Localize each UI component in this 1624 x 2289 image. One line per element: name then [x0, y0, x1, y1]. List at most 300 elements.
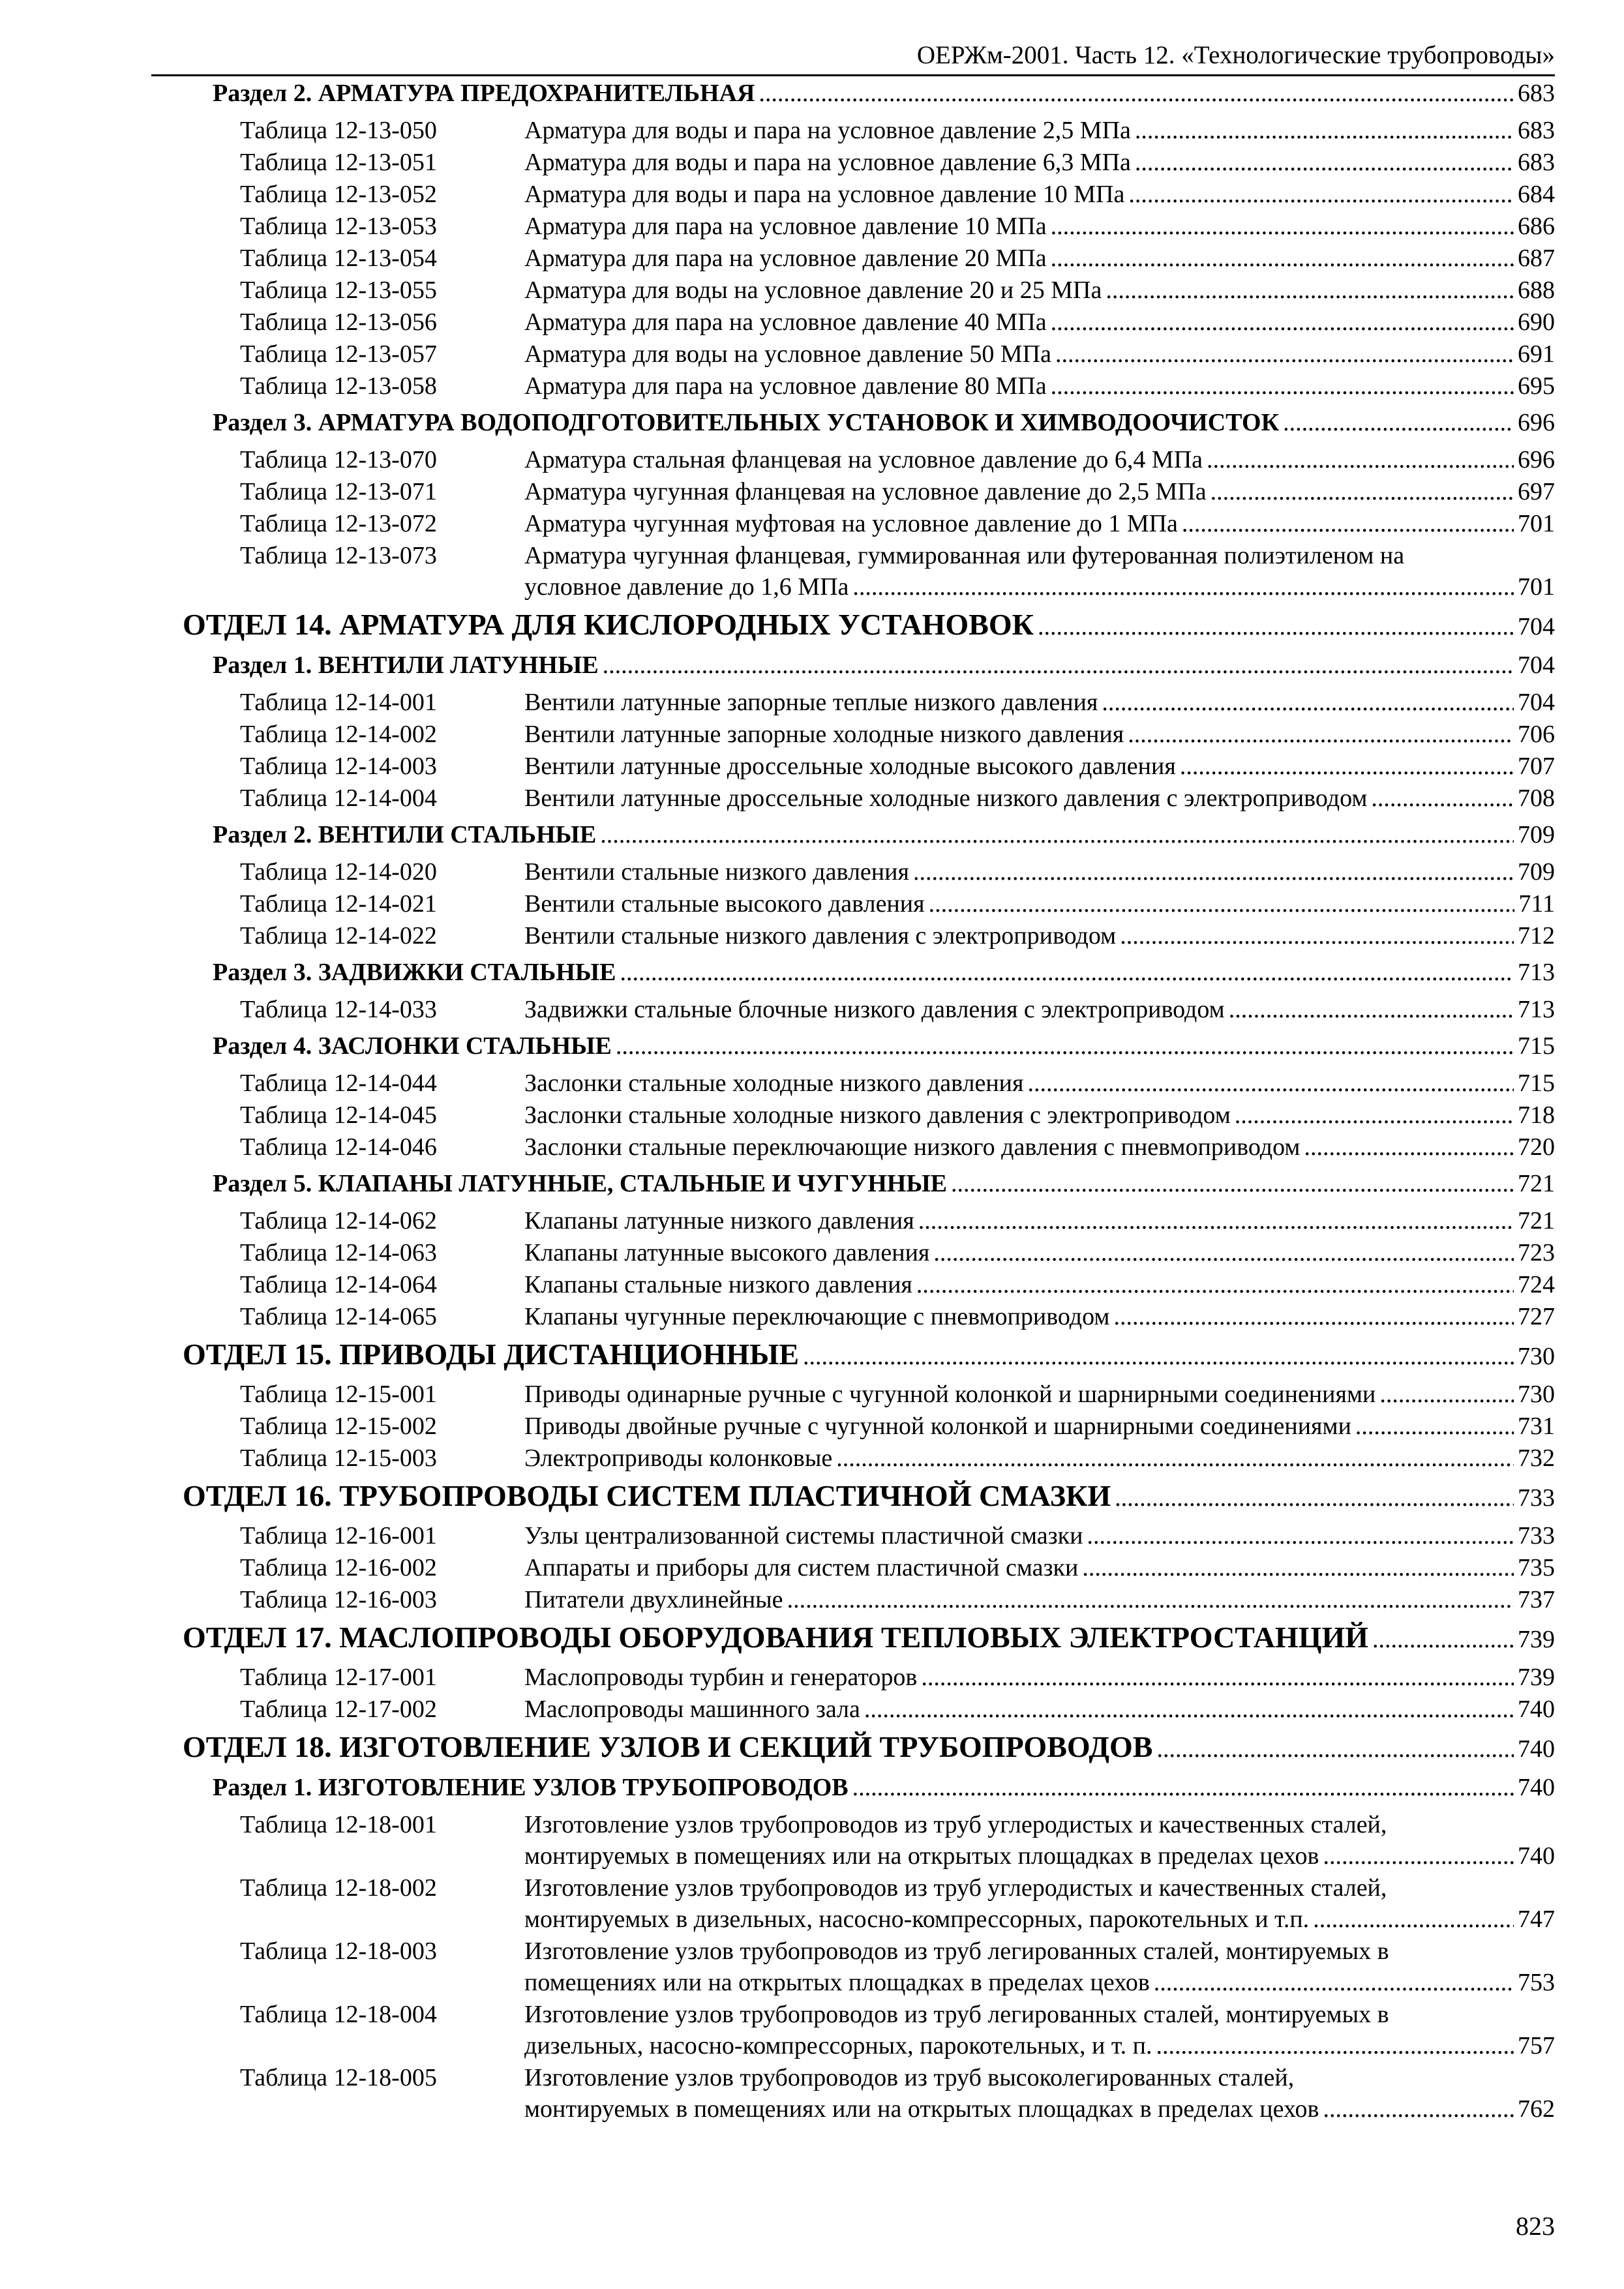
toc-page-ref: 740: [1518, 1842, 1555, 1870]
table-code: Таблица 12-14-063: [240, 1239, 437, 1266]
table-title: Клапаны латунные высокого давления: [524, 1239, 930, 1266]
toc-page-ref: 696: [1518, 446, 1555, 473]
table-code: Таблица 12-13-051: [240, 149, 437, 176]
toc-table-entry: [0, 1809, 1624, 1872]
dot-leader: [1154, 1967, 1514, 1998]
dot-leader: [1313, 1904, 1514, 1935]
table-code: Таблица 12-14-046: [240, 1133, 437, 1161]
toc-leader-line: [524, 243, 1555, 274]
table-title: Клапаны чугунные переключающие с пневмоприводом: [524, 1303, 1110, 1330]
toc-page-ref: 701: [1518, 573, 1555, 601]
toc-table-entry: [0, 1662, 1624, 1694]
toc-page-ref: 691: [1518, 340, 1555, 368]
table-title: Узлы централизованной системы пластичной смазки: [524, 1522, 1083, 1549]
toc-leader-line: [524, 783, 1555, 814]
toc-leader-line: [524, 1552, 1555, 1583]
toc-page-ref: 730: [1518, 1343, 1555, 1370]
toc-page-ref: 706: [1518, 721, 1555, 748]
table-code: Таблица 12-15-002: [240, 1413, 437, 1440]
dot-leader: [1128, 719, 1514, 750]
table-code: Таблица 12-18-003: [240, 1937, 437, 1965]
table-code: Таблица 12-14-003: [240, 753, 437, 780]
toc-page-ref: 739: [1518, 1626, 1555, 1653]
dot-leader: [1051, 243, 1514, 274]
table-title: Арматура для пара на условное давление 20 МПа: [524, 245, 1047, 272]
toc-table-entry: [0, 1411, 1624, 1443]
toc-leader-line: [213, 1031, 1555, 1061]
toc-page-ref: 683: [1518, 117, 1555, 144]
dot-leader: [1113, 1301, 1514, 1332]
table-title: Вентили стальные низкого давления с электроприводом: [524, 922, 1117, 950]
toc-leader-line: [524, 1301, 1555, 1332]
toc-leader-line: [524, 444, 1555, 475]
toc-table-entry: [0, 307, 1624, 338]
toc-table-entry: [0, 370, 1624, 402]
toc-page-ref: 715: [1518, 1032, 1555, 1060]
toc-page-ref: 686: [1518, 213, 1555, 240]
toc-page-ref: 701: [1518, 510, 1555, 537]
toc-page-ref: 688: [1518, 277, 1555, 304]
toc-table-entry: [0, 1269, 1624, 1301]
toc-leader-line: [524, 571, 1555, 603]
toc-section-heading: [0, 1163, 1624, 1201]
toc-leader-line: [524, 687, 1555, 718]
dot-leader: [1304, 1131, 1514, 1163]
toc-page-ref: 696: [1518, 409, 1555, 436]
table-code: Таблица 12-15-001: [240, 1381, 437, 1408]
toc-table-entry: [0, 115, 1624, 147]
dot-leader: [1115, 1482, 1514, 1514]
toc-division-heading: [0, 1616, 1624, 1658]
toc-leader-line: [524, 275, 1555, 306]
toc-leader-line: [524, 2093, 1555, 2125]
dot-leader: [933, 1237, 1514, 1268]
toc-page-ref: 762: [1518, 2095, 1555, 2123]
table-title: Арматура для пара на условное давление 80 МПа: [524, 372, 1047, 400]
table-title-continued: помещениях или на открытых площадках в пределах цехов: [524, 1969, 1150, 1996]
toc-section-heading: [0, 815, 1624, 852]
toc-leader-line: [213, 1169, 1555, 1199]
table-code: Таблица 12-16-003: [240, 1586, 437, 1613]
toc-heading-title: Раздел 5. КЛАПАНЫ ЛАТУННЫЕ, СТАЛЬНЫЕ И ЧУГУННЫЕ: [213, 1170, 948, 1197]
toc-page-ref: 739: [1518, 1664, 1555, 1691]
toc-section-heading: [0, 402, 1624, 440]
toc-table-entry: [0, 888, 1624, 920]
dot-leader: [1128, 179, 1514, 210]
toc-leader-line: [524, 115, 1555, 146]
toc-table-entry: [0, 1131, 1624, 1163]
toc-heading-title: Раздел 3. ЗАДВИЖКИ СТАЛЬНЫЕ: [213, 959, 616, 986]
dot-leader: [603, 650, 1514, 680]
table-title: Заслонки стальные холодные низкого давления с электроприводом: [524, 1101, 1231, 1129]
dot-leader: [1210, 476, 1514, 507]
table-code: Таблица 12-13-052: [240, 181, 437, 208]
toc-page-ref: 690: [1518, 308, 1555, 336]
table-title: Маслопроводы машинного зала: [524, 1696, 860, 1723]
table-title: Арматура для воды на условное давление 50 МПа: [524, 340, 1051, 368]
toc-table-entry: [0, 1205, 1624, 1237]
toc-page-ref: 735: [1518, 1554, 1555, 1581]
toc-heading-title: ОТДЕЛ 14. АРМАТУРА ДЛЯ КИСЛОРОДНЫХ УСТАНОВОК: [183, 608, 1034, 641]
dot-leader: [1156, 1733, 1514, 1765]
table-code: Таблица 12-13-053: [240, 213, 437, 240]
toc-page-ref: 753: [1518, 1969, 1555, 1996]
table-code: Таблица 12-18-001: [240, 1811, 437, 1838]
dot-leader: [1371, 783, 1514, 814]
table-title: Электроприводы колонковые: [524, 1444, 833, 1472]
toc-leader-line: [183, 608, 1555, 643]
toc-page-ref: 709: [1518, 858, 1555, 886]
dot-leader: [1051, 307, 1514, 338]
toc-table-entry: [0, 751, 1624, 783]
table-title: Арматура для воды и пара на условное давление 2,5 МПа: [524, 117, 1131, 144]
toc-page-ref: 707: [1518, 753, 1555, 780]
toc-table-entry: [0, 444, 1624, 476]
toc-leader-line: [213, 650, 1555, 680]
dot-leader: [1235, 1100, 1514, 1131]
toc-heading-title: ОТДЕЛ 17. МАСЛОПРОВОДЫ ОБОРУДОВАНИЯ ТЕПЛОВЫХ ЭЛЕКТРОСТАНЦИЙ: [183, 1621, 1369, 1654]
table-title: Вентили латунные дроссельные холодные низкого давления с электроприводом: [524, 785, 1368, 812]
table-title: Арматура чугунная фланцевая, гуммированная или футерованная полиэтиленом на: [524, 542, 1405, 569]
toc-table-entry: [0, 338, 1624, 370]
toc-page-ref: 721: [1518, 1170, 1555, 1197]
dot-leader: [929, 888, 1515, 920]
toc-leader-line: [524, 1967, 1555, 1998]
toc-leader-line: [524, 338, 1555, 370]
table-code: Таблица 12-14-065: [240, 1303, 437, 1330]
dot-leader: [1087, 1520, 1514, 1551]
running-header: [151, 31, 1555, 76]
table-code: Таблица 12-14-020: [240, 858, 437, 886]
table-code: Таблица 12-14-033: [240, 996, 437, 1023]
toc-table-entry: [0, 1068, 1624, 1100]
table-title: Изготовление узлов трубопроводов из труб легированных сталей, монтируемых в: [524, 2001, 1389, 2028]
table-code: Таблица 12-14-064: [240, 1271, 437, 1298]
toc-table-entry: [0, 994, 1624, 1026]
toc-page-ref: 730: [1518, 1381, 1555, 1408]
toc-leader-line: [524, 1068, 1555, 1099]
table-of-contents: [0, 73, 1624, 2125]
toc-page-ref: 713: [1518, 996, 1555, 1023]
toc-page-ref: 721: [1518, 1207, 1555, 1234]
toc-section-heading: [0, 952, 1624, 990]
dot-leader: [1038, 610, 1514, 643]
toc-table-entry: [0, 1552, 1624, 1584]
table-title: Заслонки стальные переключающие низкого давления с пневмоприводом: [524, 1133, 1301, 1161]
toc-section-heading: [0, 1767, 1624, 1805]
dot-leader: [1105, 275, 1514, 306]
toc-division-heading: [0, 1333, 1624, 1375]
toc-table-entry: [0, 719, 1624, 751]
toc-page-ref: 712: [1518, 922, 1555, 950]
dot-leader: [759, 78, 1514, 108]
toc-page-ref: 740: [1518, 1735, 1555, 1763]
dot-leader: [803, 1340, 1514, 1373]
dot-leader: [1051, 370, 1514, 402]
table-code: Таблица 12-13-055: [240, 277, 437, 304]
table-code: Таблица 12-14-004: [240, 785, 437, 812]
toc-leader-line: [524, 147, 1555, 178]
table-code: Таблица 12-15-003: [240, 1444, 437, 1472]
toc-page-ref: 683: [1518, 149, 1555, 176]
table-code: Таблица 12-18-002: [240, 1874, 437, 1902]
table-title: Арматура стальная фланцевая на условное давление до 6,4 МПа: [524, 446, 1203, 473]
toc-table-entry: [0, 1379, 1624, 1411]
toc-leader-line: [213, 408, 1555, 438]
table-title: Аппараты и приборы для систем пластичной смазки: [524, 1554, 1079, 1581]
toc-leader-line: [524, 856, 1555, 888]
toc-leader-line: [524, 2030, 1555, 2061]
table-code: Таблица 12-18-005: [240, 2064, 437, 2091]
toc-page-ref: 697: [1518, 478, 1555, 505]
toc-table-entry: [0, 687, 1624, 719]
toc-heading-title: Раздел 1. ИЗГОТОВЛЕНИЕ УЗЛОВ ТРУБОПРОВОДОВ: [213, 1774, 849, 1801]
table-title: Задвижки стальные блочные низкого давления с электроприводом: [524, 996, 1225, 1023]
table-code: Таблица 12-13-054: [240, 245, 437, 272]
dot-leader: [1082, 1552, 1514, 1583]
dot-leader: [1135, 115, 1514, 146]
dot-leader: [1055, 338, 1514, 370]
table-code: Таблица 12-18-004: [240, 2001, 437, 2028]
toc-leader-line: [524, 751, 1555, 782]
toc-table-entry: [0, 1520, 1624, 1552]
toc-leader-line: [524, 1840, 1555, 1872]
table-code: Таблица 12-17-001: [240, 1664, 437, 1691]
toc-page-ref: 708: [1518, 785, 1555, 812]
toc-page-ref: 733: [1518, 1522, 1555, 1549]
toc-table-entry: [0, 783, 1624, 815]
table-title: Вентили стальные высокого давления: [524, 890, 925, 918]
toc-leader-line: [524, 1379, 1555, 1410]
toc-page-ref: 687: [1518, 245, 1555, 272]
dot-leader: [1135, 147, 1514, 178]
toc-heading-title: ОТДЕЛ 16. ТРУБОПРОВОДЫ СИСТЕМ ПЛАСТИЧНОЙ СМАЗКИ: [183, 1479, 1111, 1512]
table-title: Арматура для воды и пара на условное давление 10 МПа: [524, 181, 1125, 208]
toc-table-entry: [0, 920, 1624, 952]
table-title-continued: монтируемых в помещениях или на открытых площадках в пределах цехов: [524, 1842, 1319, 1870]
dot-leader: [1355, 1411, 1514, 1442]
table-title: Арматура для воды на условное давление 20 и 25 МПа: [524, 277, 1102, 304]
dot-leader: [620, 957, 1514, 987]
toc-leader-line: [213, 78, 1555, 108]
toc-leader-line: [524, 1205, 1555, 1236]
table-code: Таблица 12-14-002: [240, 721, 437, 748]
table-title-continued: монтируемых в дизельных, насосно-компрессорных, парокотельных и т.п.: [524, 1906, 1310, 1933]
toc-heading-title: Раздел 4. ЗАСЛОНКИ СТАЛЬНЫЕ: [213, 1032, 612, 1060]
table-title: Арматура для пара на условное давление 40 МПа: [524, 308, 1047, 336]
table-title: Клапаны латунные низкого давления: [524, 1207, 914, 1234]
dot-leader: [918, 1205, 1514, 1236]
toc-table-entry: [0, 1872, 1624, 1936]
toc-leader-line: [524, 476, 1555, 507]
toc-table-entry: [0, 243, 1624, 275]
dot-leader: [1379, 1379, 1514, 1410]
toc-table-entry: [0, 2062, 1624, 2125]
dot-leader: [616, 1031, 1514, 1061]
toc-table-entry: [0, 1999, 1624, 2062]
toc-leader-line: [524, 179, 1555, 210]
toc-page-ref: 747: [1518, 1906, 1555, 1933]
toc-page-ref: 684: [1518, 181, 1555, 208]
table-code: Таблица 12-13-070: [240, 446, 437, 473]
table-title: Приводы двойные ручные с чугунной колонкой и шарнирными соединениями: [524, 1413, 1351, 1440]
table-code: Таблица 12-16-001: [240, 1522, 437, 1549]
dot-leader: [1102, 687, 1514, 718]
table-title: Арматура чугунная муфтовая на условное давление до 1 МПа: [524, 510, 1178, 537]
toc-division-heading: [0, 1474, 1624, 1516]
table-code: Таблица 12-13-071: [240, 478, 437, 505]
toc-section-heading: [0, 1026, 1624, 1064]
toc-leader-line: [183, 1480, 1555, 1514]
dot-leader: [921, 1662, 1514, 1693]
page-number: 823: [1516, 2211, 1555, 2241]
toc-leader-line: [524, 1662, 1555, 1693]
toc-page-ref: 731: [1518, 1413, 1555, 1440]
toc-leader-line: [524, 307, 1555, 338]
toc-leader-line: [183, 1731, 1555, 1765]
toc-leader-line: [524, 920, 1555, 951]
toc-table-entry: [0, 856, 1624, 888]
toc-division-heading: [0, 603, 1624, 645]
table-title: Арматура чугунная фланцевая на условное давление до 2,5 МПа: [524, 478, 1207, 505]
table-title: Изготовление узлов трубопроводов из труб углеродистых и качественных сталей,: [524, 1811, 1387, 1838]
table-code: Таблица 12-14-062: [240, 1207, 437, 1234]
toc-leader-line: [524, 1584, 1555, 1615]
toc-leader-line: [524, 1520, 1555, 1551]
dot-leader: [852, 1773, 1514, 1803]
toc-table-entry: [0, 540, 1624, 603]
dot-leader: [852, 571, 1514, 603]
toc-table-entry: [0, 1443, 1624, 1474]
table-title: Вентили стальные низкого давления: [524, 858, 909, 886]
toc-heading-title: ОТДЕЛ 15. ПРИВОДЫ ДИСТАНЦИОННЫЕ: [183, 1338, 799, 1371]
dot-leader: [787, 1584, 1514, 1615]
toc-page-ref: 740: [1518, 1696, 1555, 1723]
toc-page-ref: 720: [1518, 1133, 1555, 1161]
table-code: Таблица 12-13-050: [240, 117, 437, 144]
dot-leader: [1156, 2030, 1514, 2061]
toc-table-entry: [0, 1100, 1624, 1131]
toc-leader-line: [524, 370, 1555, 402]
toc-leader-line: [524, 211, 1555, 242]
dot-leader: [951, 1169, 1514, 1199]
dot-leader: [916, 1269, 1514, 1300]
toc-leader-line: [524, 994, 1555, 1025]
dot-leader: [1180, 751, 1514, 782]
toc-page-ref: 732: [1518, 1444, 1555, 1472]
table-title: Изготовление узлов трубопроводов из труб углеродистых и качественных сталей,: [524, 1874, 1387, 1902]
table-title-continued: монтируемых в помещениях или на открытых площадках в пределах цехов: [524, 2095, 1319, 2123]
table-code: Таблица 12-14-044: [240, 1070, 437, 1097]
toc-leader-line: [524, 1269, 1555, 1300]
toc-table-entry: [0, 1936, 1624, 1999]
table-code: Таблица 12-13-057: [240, 340, 437, 368]
toc-heading-title: Раздел 3. АРМАТУРА ВОДОПОДГОТОВИТЕЛЬНЫХ УСТАНОВОК И ХИМВОДООЧИСТОК: [213, 409, 1280, 436]
toc-section-heading: [0, 645, 1624, 683]
table-title: Вентили латунные дроссельные холодные высокого давления: [524, 753, 1176, 780]
table-title: Маслопроводы турбин и генераторов: [524, 1664, 918, 1691]
toc-leader-line: [524, 1237, 1555, 1268]
table-code: Таблица 12-13-058: [240, 372, 437, 400]
toc-page-ref: 715: [1518, 1070, 1555, 1097]
toc-page-ref: 727: [1518, 1303, 1555, 1330]
table-code: Таблица 12-13-056: [240, 308, 437, 336]
toc-leader-line: [524, 1904, 1555, 1935]
dot-leader: [1028, 1068, 1514, 1099]
toc-table-entry: [0, 1584, 1624, 1616]
dot-leader: [1182, 508, 1514, 539]
dot-leader: [1283, 408, 1514, 438]
toc-leader-line: [524, 1131, 1555, 1163]
toc-page-ref: 737: [1518, 1586, 1555, 1613]
dot-leader: [1120, 920, 1514, 951]
toc-table-entry: [0, 508, 1624, 540]
toc-page-ref: 733: [1518, 1484, 1555, 1512]
toc-table-entry: [0, 179, 1624, 211]
table-title: Изготовление узлов трубопроводов из труб легированных сталей, монтируемых в: [524, 1937, 1389, 1965]
toc-leader-line: [213, 957, 1555, 987]
table-code: Таблица 12-13-073: [240, 542, 437, 569]
toc-heading-title: Раздел 2. ВЕНТИЛИ СТАЛЬНЫЕ: [213, 821, 597, 848]
toc-leader-line: [524, 1443, 1555, 1474]
dot-leader: [864, 1694, 1514, 1725]
table-title: Арматура для воды и пара на условное давление 6,3 МПа: [524, 149, 1131, 176]
toc-leader-line: [524, 1694, 1555, 1725]
table-title: Вентили латунные запорные теплые низкого давления: [524, 689, 1098, 716]
table-code: Таблица 12-17-002: [240, 1696, 437, 1723]
toc-page-ref: 718: [1518, 1101, 1555, 1129]
toc-table-entry: [0, 1694, 1624, 1726]
table-code: Таблица 12-13-072: [240, 510, 437, 537]
dot-leader: [913, 856, 1514, 888]
toc-leader-line: [524, 1100, 1555, 1131]
toc-division-heading: [0, 1726, 1624, 1767]
toc-page-ref: 723: [1518, 1239, 1555, 1266]
toc-page-ref: 695: [1518, 372, 1555, 400]
toc-leader-line: [524, 888, 1555, 920]
toc-table-entry: [0, 147, 1624, 179]
table-code: Таблица 12-16-002: [240, 1554, 437, 1581]
toc-table-entry: [0, 211, 1624, 243]
toc-page-ref: 740: [1518, 1774, 1555, 1801]
dot-leader: [1051, 211, 1514, 242]
toc-table-entry: [0, 1301, 1624, 1333]
toc-leader-line: [524, 1411, 1555, 1442]
toc-leader-line: [183, 1621, 1555, 1656]
toc-table-entry: [0, 476, 1624, 508]
table-title: Арматура для пара на условное давление 10 МПа: [524, 213, 1047, 240]
dot-leader: [1323, 2093, 1514, 2125]
table-code: Таблица 12-14-021: [240, 890, 437, 918]
dot-leader: [1372, 1623, 1514, 1656]
toc-page-ref: 683: [1518, 80, 1555, 107]
table-title: Заслонки стальные холодные низкого давления: [524, 1070, 1024, 1097]
header-title: ОЕРЖм-2001. Часть 12. «Технологические трубопроводы»: [916, 41, 1555, 69]
toc-section-heading: [0, 73, 1624, 111]
toc-heading-title: Раздел 1. ВЕНТИЛИ ЛАТУННЫЕ: [213, 651, 599, 679]
toc-heading-title: ОТДЕЛ 18. ИЗГОТОВЛЕНИЕ УЗЛОВ И СЕКЦИЙ ТРУБОПРОВОДОВ: [183, 1730, 1153, 1763]
table-code: Таблица 12-14-001: [240, 689, 437, 716]
toc-leader-line: [213, 820, 1555, 850]
toc-page-ref: 724: [1518, 1271, 1555, 1298]
toc-leader-line: [524, 508, 1555, 539]
toc-table-entry: [0, 275, 1624, 307]
table-title: Клапаны стальные низкого давления: [524, 1271, 912, 1298]
toc-page-ref: 711: [1518, 890, 1555, 918]
toc-page-ref: 709: [1518, 821, 1555, 848]
toc-table-entry: [0, 1237, 1624, 1269]
toc-leader-line: [213, 1773, 1555, 1803]
